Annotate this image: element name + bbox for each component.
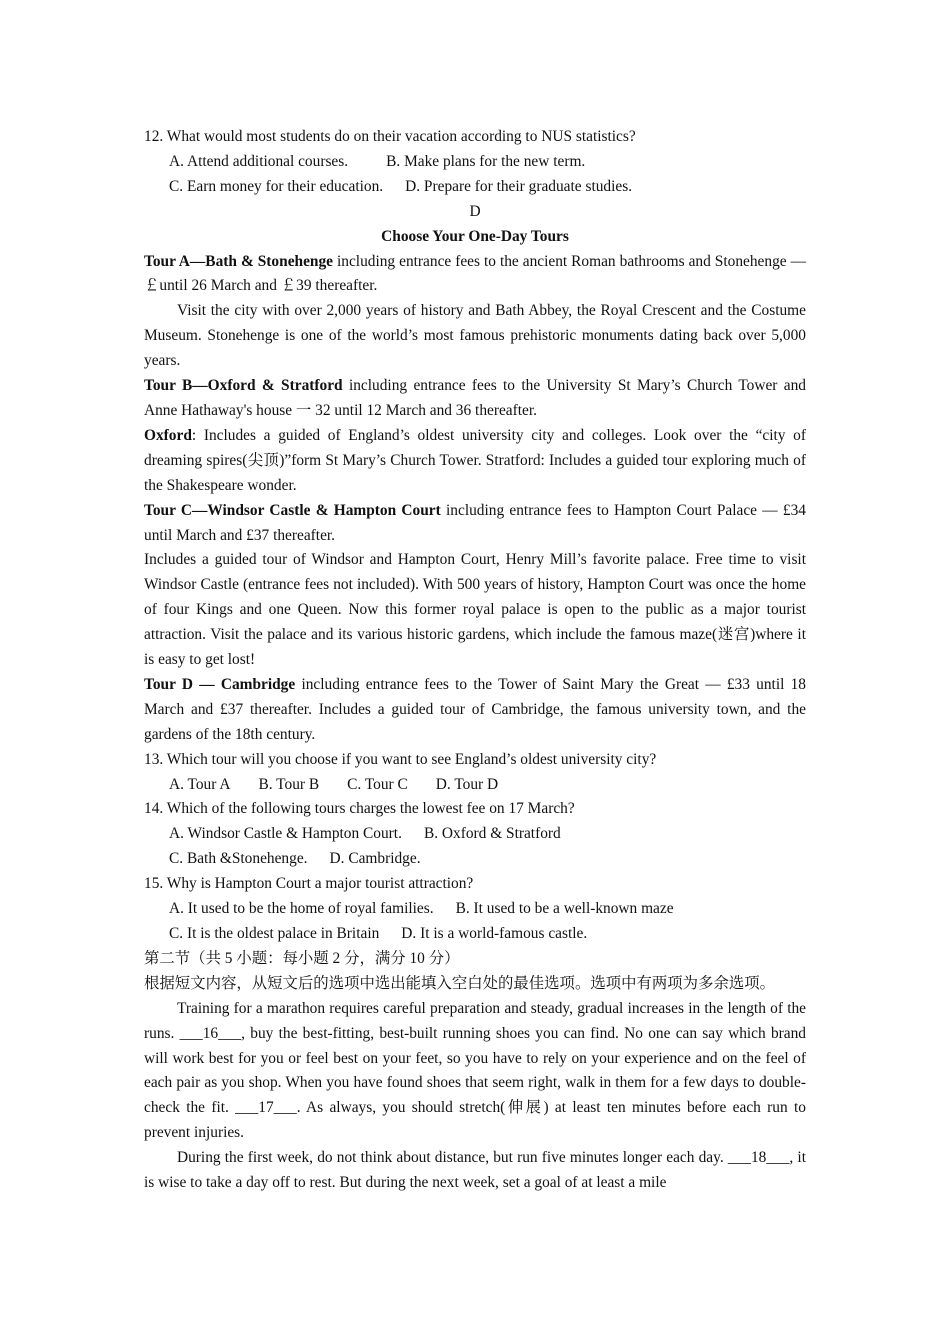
tour-c-paragraph [144, 499, 806, 549]
q13-option-d: D. Tour D [435, 775, 499, 793]
q14-options-row2 [144, 847, 806, 872]
q12-option-a: A. Attend additional courses. [169, 152, 349, 170]
q13-option-c: C. Tour C [347, 775, 408, 793]
q12-option-c: C. Earn money for their education. [169, 177, 384, 195]
q15-option-b: B. It used to be a well-known maze [455, 900, 674, 918]
exam-page [144, 125, 806, 1196]
q13-option-a: A. Tour A [169, 775, 231, 793]
q13-options [144, 773, 806, 798]
q15-option-a: A. It used to be the home of royal families. [169, 900, 434, 918]
tour-c-description: Includes a guided tour of Windsor and Hampton Court, Henry Mill’s favorite palace. Free time to visit Windsor Castle (entrance fees not included). With 500 years of history, Hampton Court was once the home of four Kings and one Queen. Now this former royal palace is open to the public as a major tourist attraction. Visit the palace and its various historic gardens, which include the famous maze(迷宫)where it is easy to get lost! [144, 551, 806, 669]
tour-c-fees: including entrance fees to Hampton Court Palace — £34 until March and £37 thereafter. [144, 501, 806, 544]
q12-options-row2 [144, 175, 806, 200]
section2-header: 第二节（共 5 小题：每小题 2 分，满分 10 分） [144, 949, 460, 967]
oxford-heading: Oxford [144, 426, 192, 444]
tour-a-description: Visit the city with over 2,000 years of history and Bath Abbey, the Royal Crescent and the Costume Museum. Stonehenge is one of the world’s most famous prehistoric monuments dating back over 5,000 years. [144, 302, 806, 370]
tour-b-paragraph [144, 374, 806, 424]
q15-options-row1 [144, 897, 806, 922]
tour-b-fees: including entrance fees to the University St Mary’s Church Tower and Anne Hathaway's house 一 32 until 12 March and 36 thereafter. [144, 377, 806, 419]
oxford-description: : Includes a guided of England’s oldest university city and colleges. Look over the “city of dreaming spires(尖顶)”form St Mary’s Church Tower. Stratford: Includes a guided tour exploring much of the Shakespeare wonder. [144, 426, 806, 494]
tour-d-paragraph [144, 673, 806, 748]
q14-option-b: B. Oxford & Stratford [423, 825, 561, 843]
tour-d-heading: Tour D — Cambridge [144, 675, 296, 693]
section-letter: D [469, 202, 481, 220]
q15-options-row2 [144, 922, 806, 947]
tour-a-heading: Tour A—Bath & Stonehenge [144, 252, 333, 270]
tour-c-heading: Tour C—Windsor Castle & Hampton Court [144, 501, 441, 519]
q15-option-d: D. It is a world-famous castle. [401, 925, 588, 942]
q15-stem: 15. Why is Hampton Court a major tourist attraction? [144, 875, 474, 893]
q14-stem: 14. Which of the following tours charges the lowest fee on 17 March? [144, 800, 575, 818]
q14-option-d: D. Cambridge. [329, 850, 421, 868]
section-title: Choose Your One-Day Tours [381, 227, 569, 245]
q14-option-c: C. Bath &Stonehenge. [169, 850, 308, 868]
q14-option-a: A. Windsor Castle & Hampton Court. [169, 825, 402, 843]
q12-stem: 12. What would most students do on their vacation according to NUS statistics? [144, 128, 636, 145]
q15-option-c: C. It is the oldest palace in Britain [169, 925, 380, 942]
q14-options-row1 [144, 822, 806, 847]
q12-options-row1 [144, 150, 806, 175]
tour-a-fees: including entrance fees to the ancient Roman bathrooms and Stonehenge — ￡until 26 March and ￡39 thereafter. [144, 252, 806, 295]
tour-d-text: including entrance fees to the Tower of Saint Mary the Great — £33 until 18 March and £37 thereafter. Includes a guided tour of Cambridge, the famous university town, and the gardens of the 18th century. [144, 675, 806, 743]
q12-option-b: B. Make plans for the new term. [386, 152, 586, 170]
section2-instruction: 根据短文内容，从短文后的选项中选出能填入空白处的最佳选项。选项中有两项为多余选项。 [144, 974, 776, 992]
tour-b-heading: Tour B—Oxford & Stratford [144, 377, 343, 395]
oxford-paragraph [144, 424, 806, 499]
q13-option-b: B. Tour B [258, 775, 320, 793]
passage-paragraph-1: Training for a marathon requires careful preparation and steady, gradual increases in the length of the runs. ___16___, buy the best-fitting, best-built running shoes you can find. No one can say which brand will work best for you or feel best on your feet, so you have to rely on your experience and on the feel of each pair as you shop. When you have found shoes that seem right, walk in them for a few days to double-check the fit. ___17___. As always, you should stretch(伸展) at least ten minutes before each run to prevent injuries. [144, 999, 806, 1142]
q12-option-d: D. Prepare for their graduate studies. [405, 177, 633, 195]
tour-a-paragraph [144, 250, 806, 300]
passage-paragraph-2: During the first week, do not think about distance, but run five minutes longer each day. ___18___, it is wise to take a day off to rest. But during the next week, set a goal of at least a mile [144, 1149, 806, 1192]
q13-stem: 13. Which tour will you choose if you want to see England’s oldest university city? [144, 750, 657, 768]
